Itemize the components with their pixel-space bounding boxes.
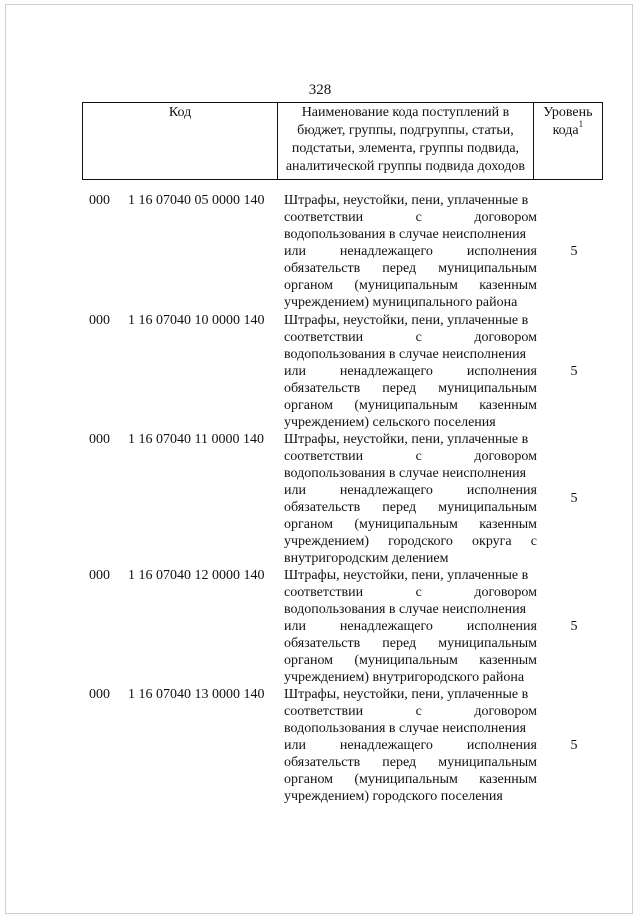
description-line <box>284 363 537 380</box>
description-line <box>284 226 537 243</box>
description-word: (муниципальным <box>354 772 458 787</box>
description-word: договором <box>474 704 537 719</box>
description-line <box>284 618 537 635</box>
description-word: с <box>415 585 422 600</box>
income-code: 1 16 07040 13 0000 140 <box>128 687 265 702</box>
description-word: учреждением) внутригородского района <box>284 670 525 685</box>
description-line <box>284 260 537 277</box>
description-line <box>284 329 537 346</box>
description-word: ненадлежащего <box>339 483 433 498</box>
description-word: водопользования в случае неисполнения <box>284 721 527 736</box>
header-level <box>533 103 602 180</box>
description-line <box>284 414 537 431</box>
description-line <box>284 584 537 601</box>
admin-code: 000 <box>89 313 110 328</box>
description-word: договором <box>474 449 537 464</box>
description-word: ненадлежащего <box>339 738 433 753</box>
description-word: исполнения <box>466 619 537 634</box>
description-line <box>284 277 537 294</box>
description-word: или <box>284 483 306 498</box>
description-word: или <box>284 364 306 379</box>
income-description <box>284 567 537 686</box>
description-word: учреждением) <box>284 534 369 549</box>
description-word: соответствии <box>284 330 364 345</box>
admin-code: 000 <box>89 568 110 583</box>
description-word: водопользования в случае неисполнения <box>284 347 527 362</box>
header-name <box>278 103 533 180</box>
description-line <box>284 567 537 584</box>
page-number: 328 <box>308 82 332 98</box>
description-line <box>284 397 537 414</box>
description-line <box>284 703 537 720</box>
description-word: городского <box>388 534 453 549</box>
description-line <box>284 516 537 533</box>
income-code: 1 16 07040 11 0000 140 <box>128 432 264 447</box>
description-word: или <box>284 738 306 753</box>
description-word: муниципальным <box>438 755 537 770</box>
description-word: соответствии <box>284 449 364 464</box>
description-line <box>284 601 537 618</box>
description-word: Штрафы, неустойки, пени, уплаченные в <box>284 687 529 702</box>
description-word: соответствии <box>284 210 364 225</box>
description-word: или <box>284 244 306 259</box>
code-level: 5 <box>570 364 578 379</box>
description-line <box>284 788 537 805</box>
description-line <box>284 346 537 363</box>
header-level-line-2 <box>536 119 600 140</box>
admin-code: 000 <box>89 432 110 447</box>
header-name-line: подстатьи, элемента, группы подвида, <box>291 141 520 156</box>
description-word: муниципальным <box>438 500 537 515</box>
description-word: водопользования в случае неисполнения <box>284 227 527 242</box>
description-word: обязательств <box>284 500 361 515</box>
description-line <box>284 499 537 516</box>
description-word: учреждением) муниципального района <box>284 295 518 310</box>
header-level-text: кода <box>552 123 579 138</box>
code-level: 5 <box>570 738 578 753</box>
description-word: учреждением) городского поселения <box>284 789 503 804</box>
description-line <box>284 209 537 226</box>
description-word: исполнения <box>466 483 537 498</box>
header-name-line: бюджет, группы, подгруппы, статьи, <box>297 123 514 138</box>
description-word: с <box>415 330 422 345</box>
footnote-marker: 1 <box>578 119 584 130</box>
description-word: органом <box>284 398 334 413</box>
description-word: ненадлежащего <box>339 619 433 634</box>
description-word: или <box>284 619 306 634</box>
description-word: казенным <box>479 398 537 413</box>
admin-code: 000 <box>89 687 110 702</box>
code-level: 5 <box>570 619 578 634</box>
description-word: с <box>415 210 422 225</box>
description-word: Штрафы, неустойки, пени, уплаченные в <box>284 568 529 583</box>
description-word: (муниципальным <box>354 398 458 413</box>
description-word: внутригородским делением <box>284 551 449 566</box>
description-word: перед <box>382 381 417 396</box>
header-name-line: аналитической группы подвида доходов <box>285 159 526 174</box>
description-word: (муниципальным <box>354 653 458 668</box>
description-word: Штрафы, неустойки, пени, уплаченные в <box>284 432 529 447</box>
income-description <box>284 686 537 805</box>
description-word: соответствии <box>284 585 364 600</box>
description-line <box>284 720 537 737</box>
description-word: обязательств <box>284 261 361 276</box>
description-word: муниципальным <box>438 261 537 276</box>
description-word: округа <box>472 534 512 549</box>
description-line <box>284 380 537 397</box>
description-word: органом <box>284 772 334 787</box>
description-word: перед <box>382 755 417 770</box>
income-code: 1 16 07040 05 0000 140 <box>128 193 265 208</box>
code-level: 5 <box>570 244 578 259</box>
description-line <box>284 243 537 260</box>
description-word: перед <box>382 500 417 515</box>
description-word: с <box>415 449 422 464</box>
description-word: органом <box>284 278 334 293</box>
description-word: перед <box>382 636 417 651</box>
description-line <box>284 482 537 499</box>
description-line <box>284 669 537 686</box>
description-line <box>284 652 537 669</box>
description-line <box>284 550 537 567</box>
description-word: учреждением) сельского поселения <box>284 415 496 430</box>
description-word: обязательств <box>284 636 361 651</box>
description-word: договором <box>474 330 537 345</box>
description-word: муниципальным <box>438 636 537 651</box>
description-word: Штрафы, неустойки, пени, уплаченные в <box>284 193 529 208</box>
income-description <box>284 312 537 431</box>
description-line <box>284 192 537 209</box>
description-line <box>284 448 537 465</box>
description-line <box>284 737 537 754</box>
description-word: казенным <box>479 517 537 532</box>
description-word: договором <box>474 210 537 225</box>
description-word: с <box>415 704 422 719</box>
description-line <box>284 686 537 703</box>
income-code: 1 16 07040 10 0000 140 <box>128 313 265 328</box>
description-line <box>284 533 537 550</box>
description-word: обязательств <box>284 755 361 770</box>
header-level-line: Уровень <box>543 105 593 120</box>
table-header <box>82 102 603 180</box>
description-line <box>284 312 537 329</box>
description-word: казенным <box>479 278 537 293</box>
description-word: ненадлежащего <box>339 244 433 259</box>
description-word: органом <box>284 517 334 532</box>
description-line <box>284 294 537 311</box>
code-level: 5 <box>570 491 578 506</box>
description-word: (муниципальным <box>354 278 458 293</box>
description-word: ненадлежащего <box>339 364 433 379</box>
description-line <box>284 754 537 771</box>
description-word: договором <box>474 585 537 600</box>
income-description <box>284 431 537 567</box>
description-word: органом <box>284 653 334 668</box>
description-word: исполнения <box>466 244 537 259</box>
description-line <box>284 431 537 448</box>
description-word: водопользования в случае неисполнения <box>284 602 527 617</box>
description-word: казенным <box>479 772 537 787</box>
income-code: 1 16 07040 12 0000 140 <box>128 568 265 583</box>
description-word: (муниципальным <box>354 517 458 532</box>
description-word: Штрафы, неустойки, пени, уплаченные в <box>284 313 529 328</box>
header-name-line: Наименование кода поступлений в <box>301 105 510 120</box>
description-word: казенным <box>479 653 537 668</box>
description-line <box>284 465 537 482</box>
description-word: обязательств <box>284 381 361 396</box>
description-word: с <box>530 534 537 549</box>
description-word: исполнения <box>466 364 537 379</box>
description-word: соответствии <box>284 704 364 719</box>
income-description <box>284 192 537 311</box>
description-line <box>284 635 537 652</box>
admin-code: 000 <box>89 193 110 208</box>
description-word: перед <box>382 261 417 276</box>
description-word: муниципальным <box>438 381 537 396</box>
description-line <box>284 771 537 788</box>
description-word: исполнения <box>466 738 537 753</box>
header-code: Код <box>83 103 278 180</box>
description-word: водопользования в случае неисполнения <box>284 466 527 481</box>
